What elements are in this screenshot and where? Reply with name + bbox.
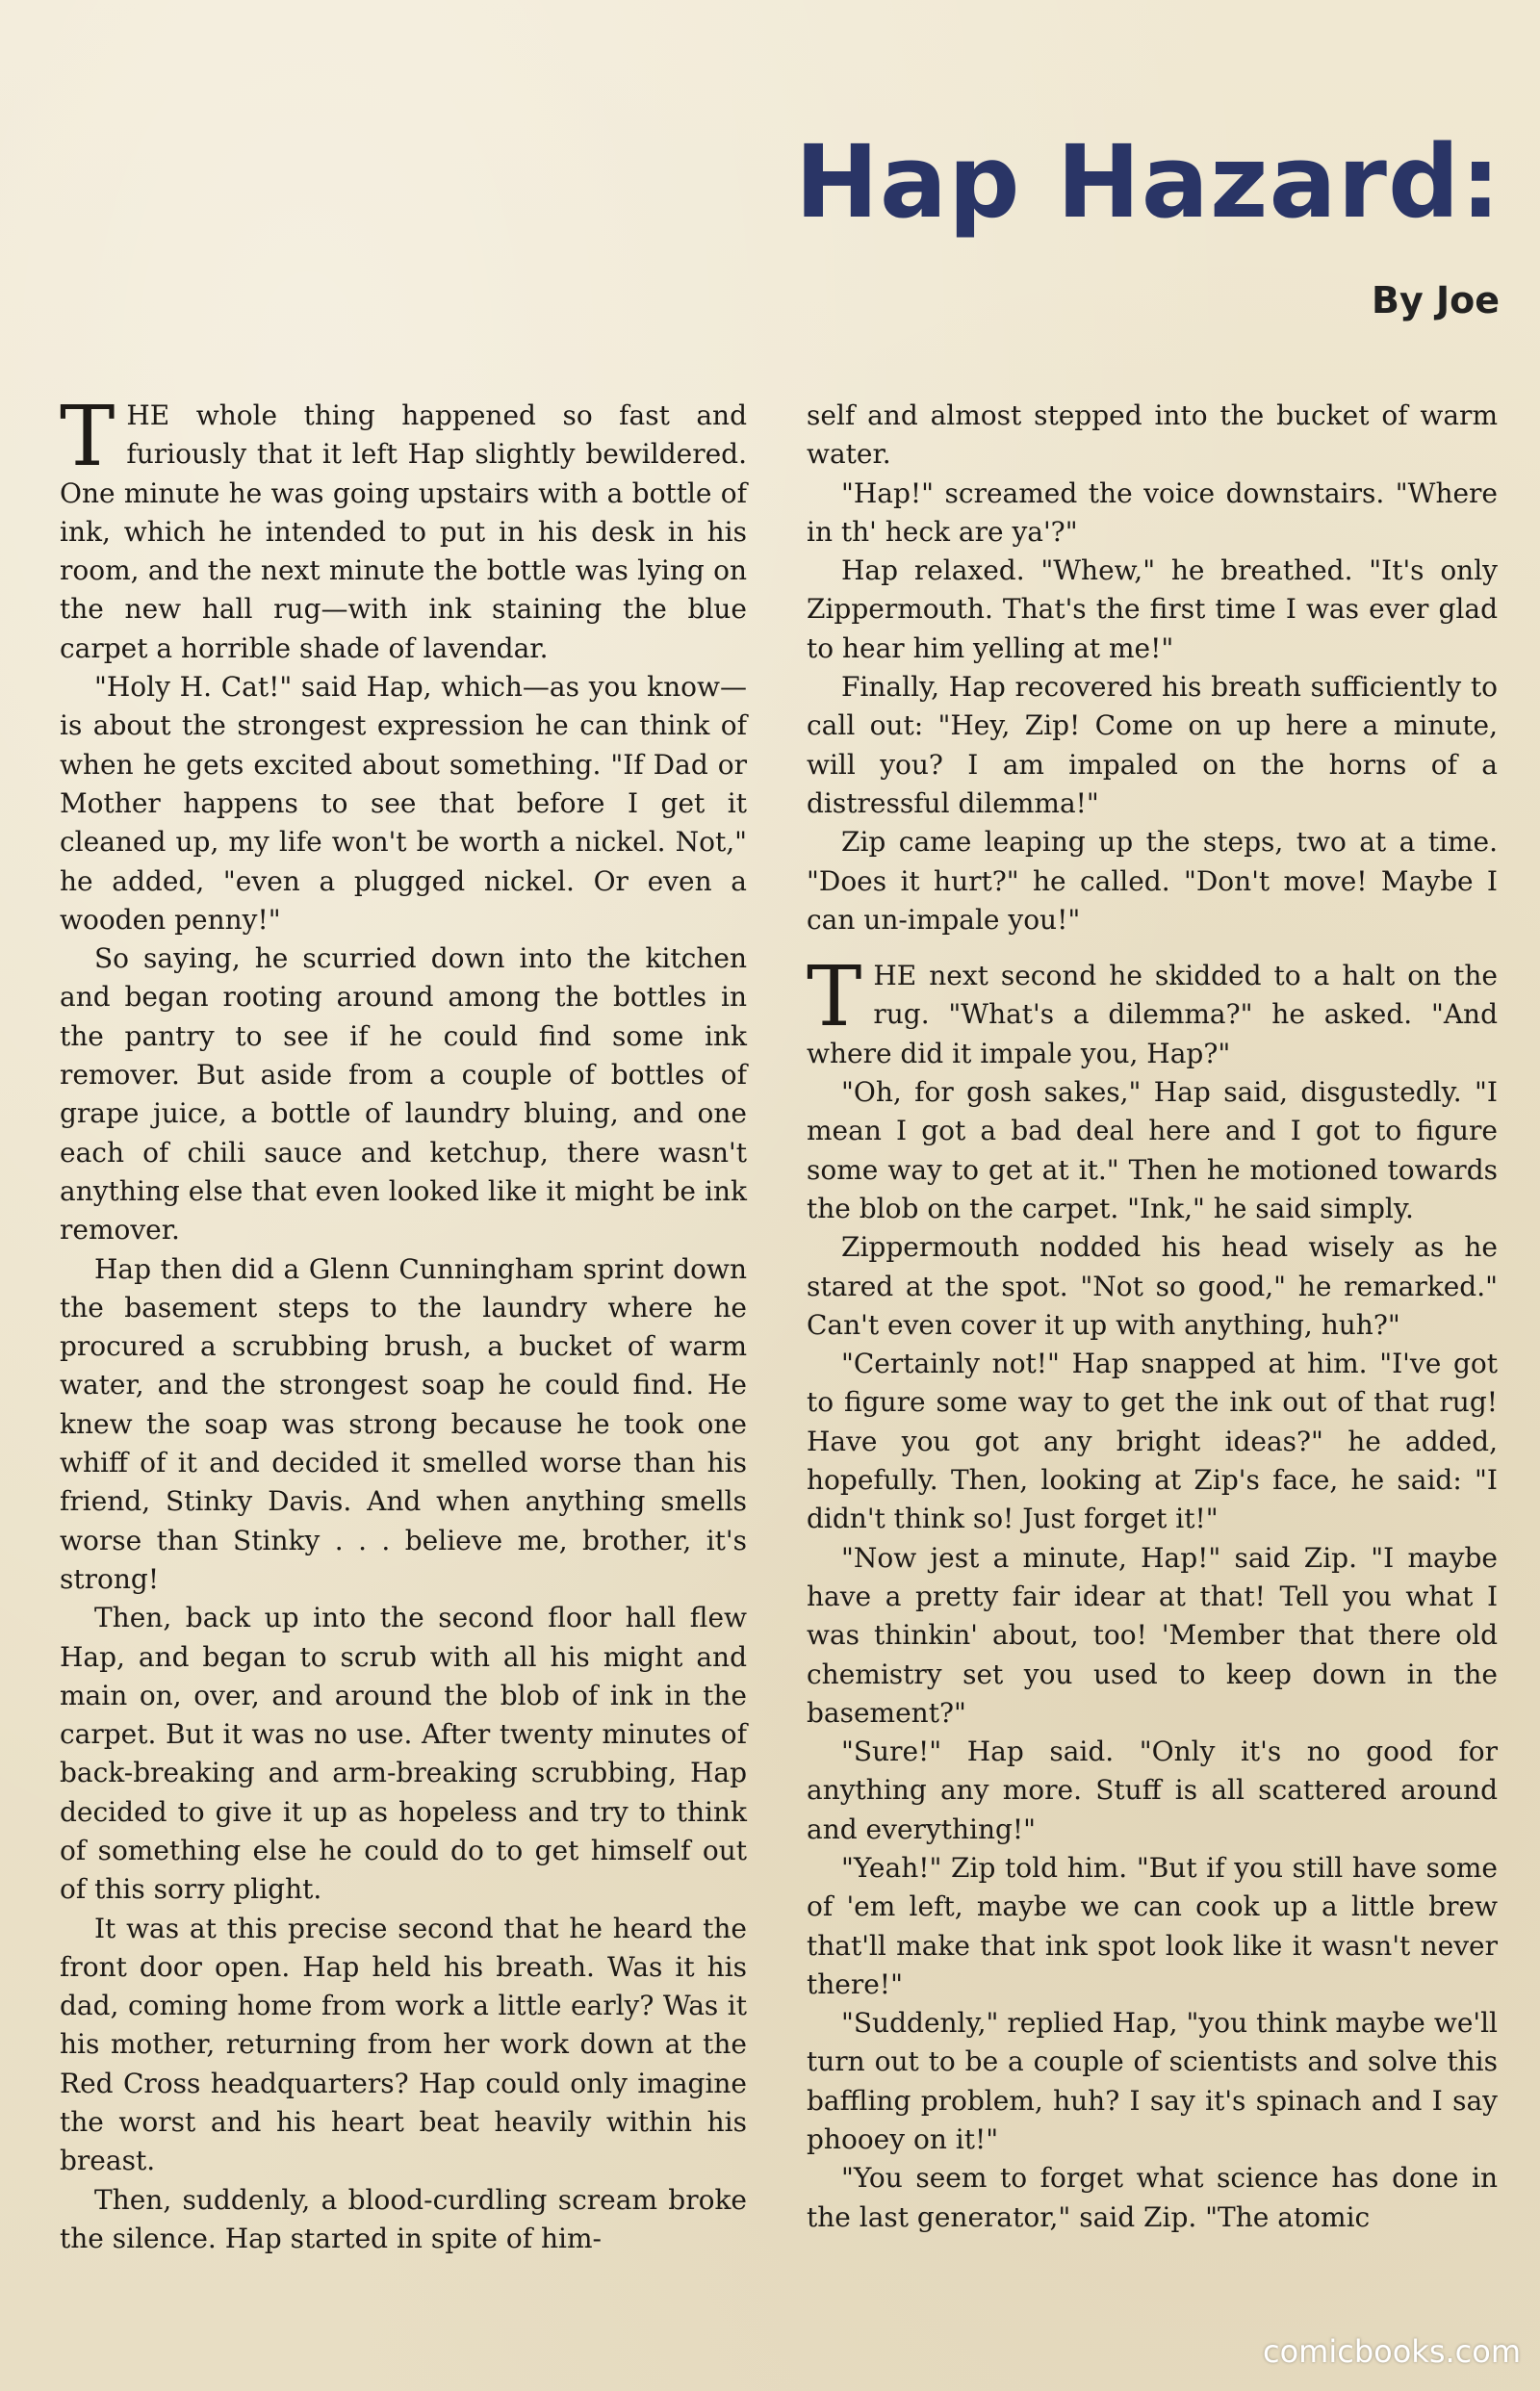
- paragraph: Then, suddenly, a blood-curdling scream broke the silence. Hap started in spite of him-: [60, 2183, 747, 2254]
- paragraph: Finally, Hap recovered his breath sufficiently to call out: "Hey, Zip! Come on up here a minute, will you? I am impaled on the horns of a distressful dilemma!": [807, 671, 1498, 819]
- paragraph: "Certainly not!" Hap snapped at him. "I've got to figure some way to get the ink out of that rug! Have you got any bright ideas?" he added, hopefully. Then, looking at Zip's face, he said: "I didn't think so! Just forget it!": [807, 1348, 1498, 1535]
- paragraph: "Sure!" Hap said. "Only it's no good for anything any more. Stuff is all scattered around and everything!": [807, 1735, 1498, 1845]
- paragraph: "You seem to forget what science has done in the last generator," said Zip. "The atomic: [807, 2162, 1498, 2233]
- paragraph: Zip came leaping up the steps, two at a time. "Does it hurt?" he called. "Don't move! Maybe I can un-impale you!": [807, 826, 1498, 936]
- paragraph: So saying, he scurried down into the kitchen and began rooting around among the bottles in the pantry to see if he could find some ink remover. But aside from a couple of bottles of grape juice, a bottle of laundry bluing, and one each of chili sauce and ketchup, there wasn't anything else that even looked like it might be ink remover.: [60, 942, 747, 1247]
- left-column: [60, 389, 747, 2258]
- byline: By Joe: [1372, 279, 1500, 321]
- drop-cap: T: [807, 949, 862, 1046]
- paragraph: "Oh, for gosh sakes," Hap said, disgustedly. "I mean I got a bad deal here and I got to figure some way to get at it." Then he motioned towards the blob on the carpet. "Ink," he said simply.: [807, 1076, 1498, 1224]
- paragraph: THE next second he skidded to a halt on the rug. "What's a dilemma?" he asked. "And where did it impale you, Hap?": [807, 949, 1498, 1069]
- paragraph: It was at this precise second that he heard the front door open. Hap held his breath. Was it his dad, coming home from work a little early? Was it his mother, returning from her work down at the Red Cross headquarters? Hap could only imagine the worst and his heart beat heavily within his breast.: [60, 1912, 747, 2177]
- paragraph: "Yeah!" Zip told him. "But if you still have some of 'em left, maybe we can cook up a little brew that'll make that ink spot look like it wasn't never there!": [807, 1851, 1498, 2000]
- paragraph: THE whole thing happened so fast and furiously that it left Hap slightly bewildered. One minute he was going upstairs with a bottle of ink, which he intended to put in his desk in his room, and the next minute the bottle was lying on the new hall rug—with ink staining the blue carpet a horrible shade of lavendar.: [60, 389, 747, 664]
- right-column: [807, 397, 1498, 2237]
- paragraph: Zippermouth nodded his head wisely as he stared at the spot. "Not so good," he remarked." Can't even cover it up with anything, huh?": [807, 1231, 1498, 1341]
- paragraph: "Now jest a minute, Hap!" said Zip. "I maybe have a pretty fair idear at that! Tell you what I was thinkin' about, too! 'Member that there old chemistry set you used to keep down in the basement?": [807, 1541, 1498, 1729]
- paragraph: "Hap!" screamed the voice downstairs. "Where in th' heck are ya'?": [807, 476, 1498, 548]
- paragraph: self and almost stepped into the bucket of warm water.: [807, 399, 1498, 471]
- paragraph: Hap then did a Glenn Cunningham sprint down the basement steps to the laundry where he procured a scrubbing brush, a bucket of warm water, and the strongest soap he could find. He knew the soap was strong because he took one whiff of it and decided it smelled worse than his friend, Stinky Davis. And when anything smells worse than Stinky . . . believe me, brother, it's strong!: [60, 1252, 747, 1595]
- paragraph: Then, back up into the second floor hall flew Hap, and began to scrub with all his might and main on, over, and around the blob of ink in the carpet. But it was no use. After twenty minutes of back-breaking and arm-breaking scrubbing, Hap decided to give it up as hopeless and try to think of something else he could do to get himself out of this sorry plight.: [60, 1602, 747, 1906]
- paragraph: Hap relaxed. "Whew," he breathed. "It's only Zippermouth. That's the first time I was ever glad to hear him yelling at me!": [807, 554, 1498, 664]
- story-title: Hap Hazard:: [794, 123, 1502, 241]
- drop-cap: T: [60, 389, 116, 485]
- paragraph: "Suddenly," replied Hap, "you think maybe we'll turn out to be a couple of scientists and solve this baffling problem, huh? I say it's spinach and I say phooey on it!": [807, 2007, 1498, 2156]
- watermark: comicbooks.com: [1262, 2333, 1521, 2370]
- paragraph: "Holy H. Cat!" said Hap, which—as you know—is about the strongest expression he can think of when he gets excited about something. "If Dad or Mother happens to see that before I get it cleaned up, my life won't be worth a nickel. Not," he added, "even a plugged nickel. Or even a wooden penny!": [60, 671, 747, 936]
